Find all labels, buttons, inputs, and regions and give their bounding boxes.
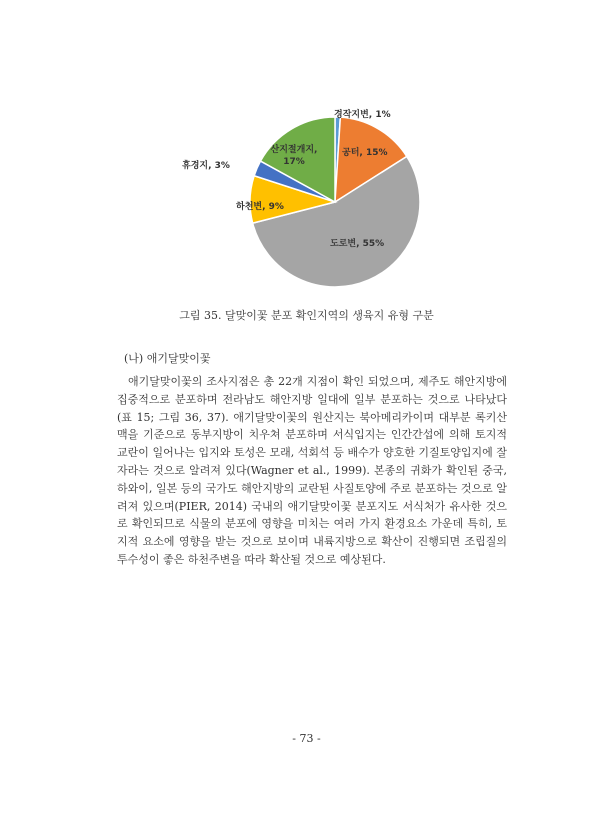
slice-label-fallow: 휴경지, 3% <box>182 161 230 171</box>
slice-label-roadside: 도로변, 55% <box>330 239 385 249</box>
section-heading: (나) 애기달맞이꽃 <box>124 352 211 365</box>
pie-svg <box>170 100 440 305</box>
body-paragraph: 애기달맞이꽃의 조사지점은 총 22개 지점이 확인 되었으며, 제주도 해안지방에 집중적으로 분포하며 전라남도 해안지방 일대에 일부 분포하는 것으로 나타났다(표 15; 그림 36, 37). 애기달맞이꽃의 원산지는 북아메리카이며 대부분 록키산맥을 기준으로 동부지방이 치우쳐 분포하며 서식입지는 인간간섭에 의해 토지적 교란이 일어나는 입지와 토성은 모래, 석회석 등 배수가 양호한 기질토양입지에 잘 자라는 것으로 알려져 있다(Wagner et al., 1999). 본종의 귀화가 확인된 중국, 하와이, 일본 등의 국가도 해안지방의 교란된 사질토양에 주로 분포하는 것으로 알려져 있으며(PIER, 2014) 국내의 애기달맞이꽃 분포지도 서식처가 유사한 것으로 확인되므로 식물의 분포에 영향을 미치는 여러 가지 환경요소 가운데 특히, 토지적 요소에 영향을 받는 것으로 보이며 내륙지방으로 확산이 진행되면 조립질의 투수성이 좋은 하천주변을 따라 확산될 것으로 예상된다. <box>117 375 507 566</box>
slice-label-farmland: 경작지변, 1% <box>334 110 391 120</box>
slice-label-mountain-cut-line2: 17% <box>283 157 305 167</box>
slice-label-riverside: 하천변, 9% <box>236 202 284 212</box>
page-number: - 73 - <box>292 732 321 745</box>
figure-caption: 그림 35. 달맞이꽃 분포 확인지역의 생육지 유형 구분 <box>179 309 434 322</box>
slice-label-vacant-lot: 공터, 15% <box>342 148 388 158</box>
pie-chart <box>170 100 440 305</box>
slice-label-mountain-cut <box>259 144 329 168</box>
slice-label-mountain-cut-line1: 산지절개지, <box>270 145 318 155</box>
